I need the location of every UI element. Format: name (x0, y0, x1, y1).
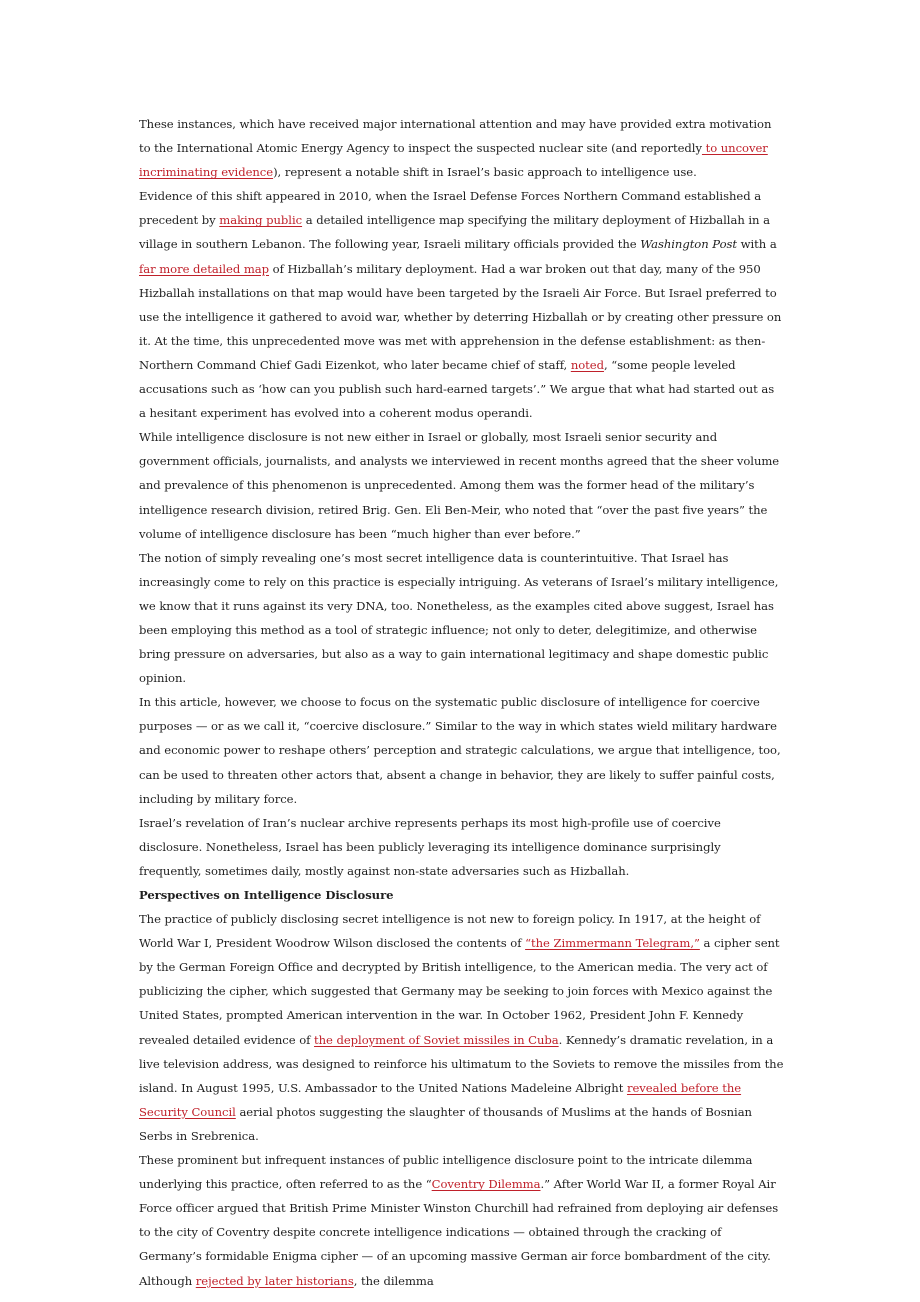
text: , the dilemma (353, 1273, 434, 1288)
paragraph-2 (139, 184, 784, 425)
text: The practice of publicly disclosing secret intelligence is not new to foreign policy. In 1917, at the height of World War I, President Woodrow Wilson disclosed the contents of (139, 912, 761, 951)
text: While intelligence disclosure is not new either in Israel or globally, most Israeli senior security and government officials, journalists, and analysts we interviewed in recent months agreed that the sheer volume and prevalence of this phenomenon is unprecedented. Among them was the former head of the military’s intelligence research division, retired Brig. Gen. Eli Ben-Meir, who noted that “over the past five years” the volume of intelligence disclosure has been “much higher than ever before.” (139, 430, 780, 541)
text: with a (737, 237, 777, 252)
paragraph-5 (139, 690, 784, 810)
text: a cipher sent by the German Foreign Office and decrypted by British intelligence, to the American media. The very act of publicizing the cipher, which suggested that Germany may be seeking to join forces with Mexico against the United States, prompted American intervention in the war. In October 1962, President John F. Kennedy revealed detailed evidence of (139, 936, 780, 1047)
text: , “some people leveled accusations such as ‘how can you publish such hard-earned targets’.” We argue that what had started out as a hesitant experiment has evolved into a coherent modus operandi. (139, 357, 775, 421)
section-heading: Perspectives on Intelligence Disclosure (139, 888, 394, 902)
paragraph-3 (139, 425, 784, 545)
link-zimmermann-telegram[interactable]: “the Zimmermann Telegram,” (525, 936, 700, 951)
link-security-council[interactable]: revealed before the Security Council (139, 1080, 742, 1119)
text: of Hizballah’s military deployment. Had a war broken out that day, many of the 950 Hizballah installations on that map would have been targeted by the Israeli Air Force. But Israel preferred to use the intelligence it gathered to avoid war, whether by deterring Hizballah or by creating other pressure on it. At the time, this unprecedented move was met with apprehension in the defense establishment: as then-Northern Command Chief Gadi Eizenkot, who later became chief of staff, (139, 261, 782, 372)
link-noted[interactable]: noted (570, 357, 604, 372)
text: Israel’s revelation of Iran’s nuclear archive represents perhaps its most high-profile use of coercive disclosure. Nonetheless, Israel has been publicly leveraging its intelligence dominance surprisingly frequently, sometimes daily, mostly against non-state adversaries such as Hizballah. (139, 815, 721, 878)
paragraph-1 (139, 112, 784, 184)
text: The notion of simply revealing one’s most secret intelligence data is counterintuitive. That Israel has increasingly come to rely on this practice is especially intriguing. As veterans of Israel’s military intelligence, we know that it runs against its very DNA, too. Nonetheless, as the examples cited above suggest, Israel has been employing this method as a tool of strategic influence; not only to deter, delegitimize, and otherwise bring pressure on adversaries, but also as a way to gain international legitimacy and shape domestic public opinion. (139, 550, 779, 686)
link-detailed-map[interactable]: far more detailed map (139, 261, 270, 276)
link-uncover-evidence[interactable]: to uncover incriminating evidence (139, 141, 768, 180)
paragraph-8 (139, 1148, 784, 1293)
text: Evidence of this shift appeared in 2010, when the Israel Defense Forces Northern Command established a precedent by (139, 189, 762, 228)
paragraph-7 (139, 907, 784, 1148)
publication-title: Washington Post (640, 237, 738, 252)
text: a detailed intelligence map specifying the military deployment of Hizballah in a village in southern Lebanon. The following year, Israeli military officials provided the (139, 213, 770, 252)
text: ), represent a notable shift in Israel’s basic approach to intelligence use. (273, 165, 697, 180)
link-soviet-missiles[interactable]: the deployment of Soviet missiles in Cuba (314, 1032, 559, 1047)
paragraph-4 (139, 546, 784, 691)
text: In this article, however, we choose to focus on the systematic public disclosure of intelligence for coercive purposes — or as we call it, “coercive disclosure.” Similar to the way in which states wield military hardware and economic power to reshape others’ perception and strategic calculations, we argue that intelligence, too, can be used to threaten other actors that, absent a change in behavior, they are likely to suffer painful costs, including by military force. (139, 695, 781, 806)
link-making-public[interactable]: making public (219, 213, 303, 228)
link-coventry-dilemma[interactable]: Coventry Dilemma (431, 1177, 541, 1192)
text: aerial photos suggesting the slaughter of thousands of Muslims at the hands of Bosnian Serbs in Srebrenica. (139, 1104, 752, 1143)
text: These prominent but infrequent instances of public intelligence disclosure point to the intricate dilemma underlying this practice, often referred to as the “ (139, 1153, 753, 1192)
paragraph-6 (139, 811, 784, 883)
article-body (139, 112, 784, 1293)
text: .” After World War II, a former Royal Air Force officer argued that British Prime Minister Winston Churchill had refrained from deploying air defenses to the city of Coventry despite concrete intelligence indications — obtained through the cracking of Germany’s formidable Enigma cipher — of an upcoming massive German air force bombardment of the city. Although (139, 1177, 779, 1288)
link-later-historians[interactable]: rejected by later historians (195, 1273, 354, 1288)
text: These instances, which have received major international attention and may have provided extra motivation to the International Atomic Energy Agency to inspect the suspected nuclear site (and reportedly (139, 117, 772, 156)
text: . Kennedy’s dramatic revelation, in a live television address, was designed to reinforce his ultimatum to the Soviets to remove the missiles from the island. In August 1995, U.S. Ambassador to the United Nations Madeleine Albright (139, 1032, 784, 1095)
